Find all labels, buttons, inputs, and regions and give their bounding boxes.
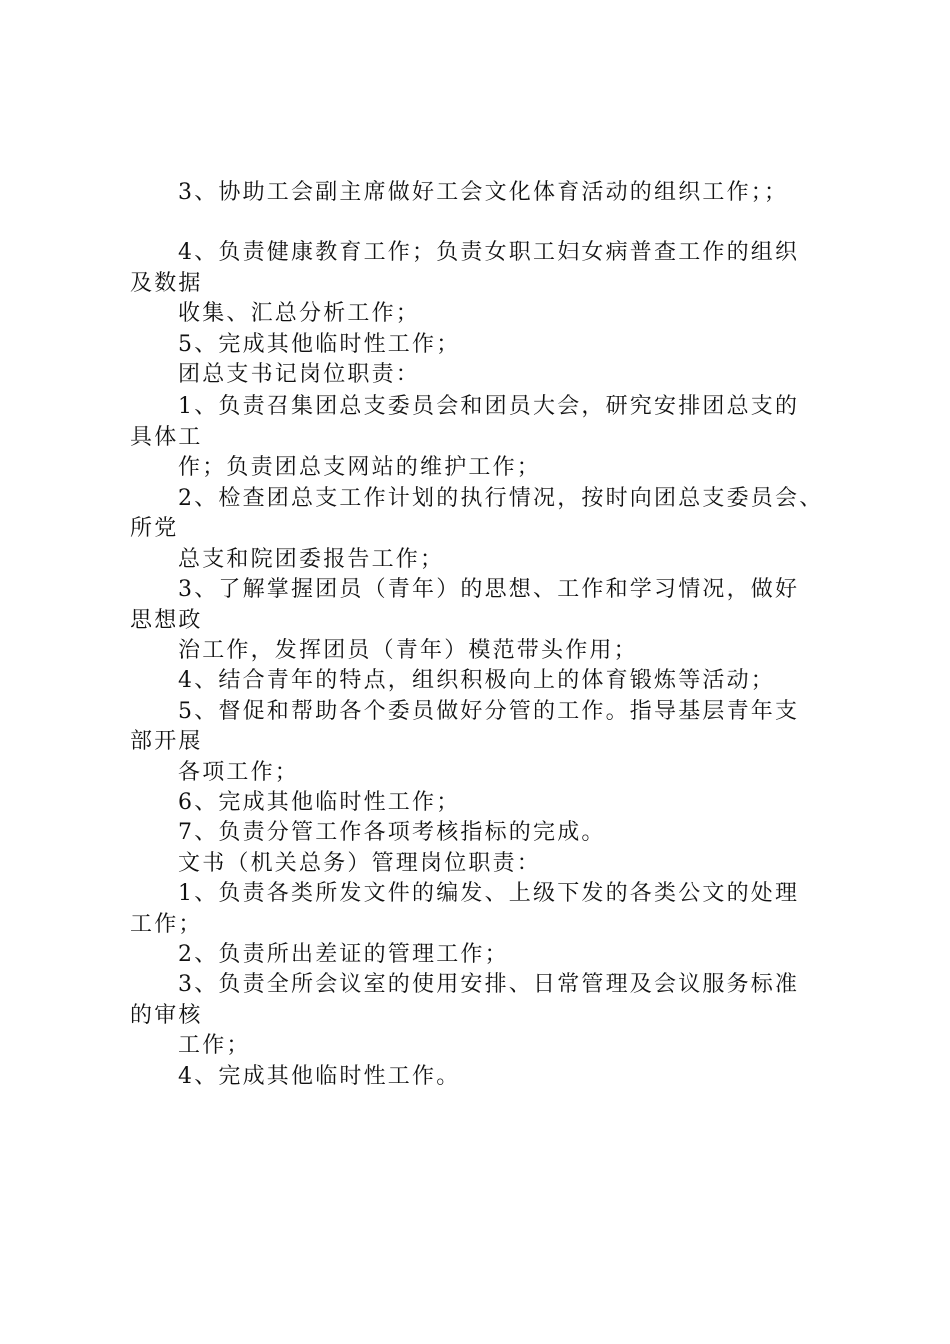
text-line: 2、负责所出差证的管理工作； (178, 942, 509, 967)
text-line: 5、完成其他临时性工作； (178, 332, 461, 357)
text-line: 部开展 (130, 729, 203, 754)
text-line: 的审核 (130, 1003, 203, 1028)
text-line: 1、负责各类所发文件的编发、上级下发的各类公文的处理 (178, 881, 800, 906)
text-line: 收集、汇总分析工作； (178, 301, 421, 326)
text-line: 3、协助工会副主席做好工会文化体育活动的组织工作；； (178, 180, 789, 205)
text-line: 1、负责召集团总支委员会和团员大会，研究安排团总支的 (178, 394, 800, 419)
text-line: 3、了解掌握团员（青年）的思想、工作和学习情况，做好 (178, 577, 800, 602)
text-line: 工作； (178, 1033, 251, 1058)
text-line: 4、负责健康教育工作；负责女职工妇女病普查工作的组织 (178, 240, 800, 265)
text-line: 各项工作； (178, 760, 300, 785)
text-line: 2、检查团总支工作计划的执行情况，按时向团总支委员会、 (178, 486, 824, 511)
text-line: 5、督促和帮助各个委员做好分管的工作。指导基层青年支 (178, 699, 800, 724)
section-heading: 团总支书记岗位职责： (178, 362, 421, 387)
text-line: 4、结合青年的特点，组织积极向上的体育锻炼等活动； (178, 668, 775, 693)
text-line: 4、完成其他临时性工作。 (178, 1064, 461, 1089)
text-line: 具体工 (130, 425, 203, 450)
text-line: 及数据 (130, 271, 203, 296)
text-line: 6、完成其他临时性工作； (178, 790, 461, 815)
text-line: 工作； (130, 912, 203, 937)
text-line: 总支和院团委报告工作； (178, 547, 445, 572)
text-line: 3、负责全所会议室的使用安排、日常管理及会议服务标准 (178, 972, 800, 997)
section-heading: 文书（机关总务）管理岗位职责： (178, 851, 542, 876)
text-line: 思想政 (130, 608, 203, 633)
text-line: 所党 (130, 516, 179, 541)
text-line: 7、负责分管工作各项考核指标的完成。 (178, 820, 606, 845)
text-line: 治工作，发挥团员（青年）模范带头作用； (178, 638, 638, 663)
text-line: 作；负责团总支网站的维护工作； (178, 455, 542, 480)
